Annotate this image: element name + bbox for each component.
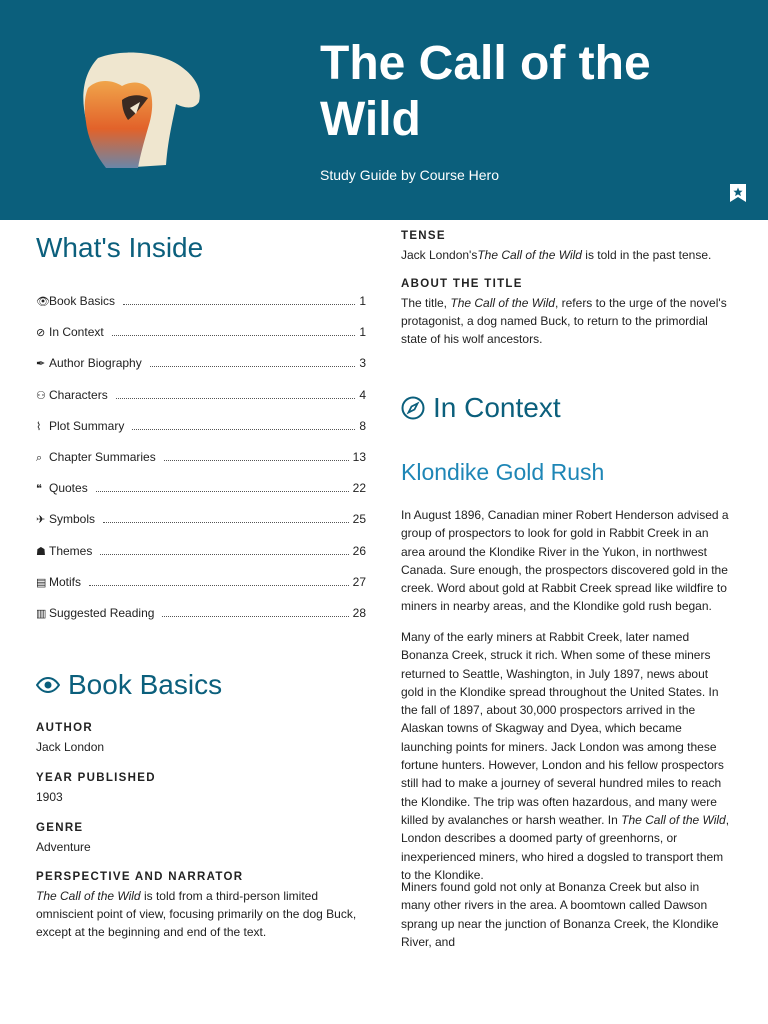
chart-icon: ⌇ [36, 420, 42, 433]
toc-item-motifs[interactable] [36, 575, 366, 606]
compass-icon: ⊘ [36, 327, 46, 340]
toc-label: In Context [49, 325, 104, 340]
toc-leader-dots [162, 616, 348, 617]
in-context-heading [401, 392, 561, 424]
book-title-italic: The Call of the Wild [621, 812, 726, 827]
eye-icon [36, 677, 60, 693]
compass-icon [401, 396, 425, 420]
toc-item-plot-summary[interactable] [36, 419, 366, 450]
toc-label: Themes [49, 543, 93, 558]
toc-item-suggested-reading[interactable] [36, 606, 366, 637]
perspective-label: PERSPECTIVE AND NARRATOR [36, 871, 244, 883]
book-basics-heading [36, 669, 222, 701]
toc-label: Chapter Summaries [49, 449, 156, 464]
author-value: Jack London [36, 740, 105, 754]
toc-item-in-context[interactable] [36, 325, 366, 356]
toc-label: Suggested Reading [49, 605, 155, 620]
toc-leader-dots [123, 304, 355, 305]
field-perspective [36, 871, 366, 941]
author-label: AUTHOR [36, 722, 93, 734]
genre-label: GENRE [36, 822, 84, 834]
paragraph: Miners found gold not only at Bonanza Creek but also in many other rivers in the area. A boomtown called Dawson sprang up near the junction of Bonanza Creek, the Klondike River, and [401, 880, 719, 949]
about-pre: The title, [401, 296, 451, 310]
field-author [36, 722, 366, 756]
book-basics-title: Book Basics [68, 669, 223, 700]
tense-post: is told in the past tense. [581, 248, 712, 262]
year-label: YEAR PUBLISHED [36, 772, 156, 784]
toc-label: Quotes [49, 481, 88, 496]
toc-label: Author Biography [49, 356, 142, 371]
toc-page-number: 26 [352, 543, 366, 558]
toc-page-number: 3 [359, 356, 366, 371]
klondike-gold-rush-heading: Klondike Gold Rush [401, 459, 605, 485]
field-tense [401, 230, 731, 264]
toc-page-number: 1 [359, 294, 366, 308]
toc-leader-dots [116, 398, 356, 399]
tense-pre: Jack London's [401, 248, 478, 262]
toc-leader-dots [103, 522, 349, 523]
tense-label: TENSE [401, 230, 446, 242]
perspective-value [36, 887, 366, 941]
paragraph-text: , London describes a doomed party of greenhorns, or inexperienced miners, who hired a dogsled to transport them to the Klondike. [401, 812, 730, 882]
toc-label: Characters [49, 387, 108, 402]
header-banner [0, 0, 768, 220]
toc-leader-dots [112, 335, 356, 336]
toc-leader-dots [132, 429, 355, 430]
genre-value: Adventure [36, 840, 91, 854]
document-title: The Call of the Wild [320, 37, 651, 146]
about-title-value [401, 294, 731, 348]
toc-label: Motifs [49, 574, 82, 589]
toc-page-number: 1 [359, 325, 366, 340]
magnifier-icon: ⌕ [36, 451, 43, 464]
pen-nib-icon: ✒ [36, 358, 46, 371]
toc-leader-dots [96, 491, 349, 492]
tense-value [401, 246, 731, 264]
toc-label: Plot Summary [49, 418, 125, 433]
toc-item-quotes[interactable] [36, 481, 366, 512]
toc-page-number: 28 [352, 605, 366, 620]
toc-leader-dots [89, 585, 349, 586]
toc-label: Symbols [49, 512, 96, 527]
document-subtitle: Study Guide by Course Hero [320, 167, 499, 183]
paragraph-text: Many of the early miners at Rabbit Creek, later named Bonanza Creek, struck it rich. When some of these miners returned to Seattle, Washington, in July 1897, news about gold in the Klondike spread throughout the United States. In the fall of 1897, about 30,000 prospectors arrived in the Alaskan towns of Skagway and Dyea, which became launching points for miners. Jack London was among these fortune hunters. However, London and his fellow prospectors still had to make a journey of several hundred miles to reach the Klondike. The trip was often hazardous, and many were killed by avalanches or harsh weather. In [401, 630, 724, 827]
paragraph [401, 628, 731, 884]
toc-item-chapter-summaries[interactable] [36, 450, 366, 481]
in-context-title: In Context [433, 392, 561, 423]
about-title-label: ABOUT THE TITLE [401, 278, 523, 290]
toc-label: Book Basics [49, 294, 116, 308]
table-of-contents [36, 294, 366, 637]
field-genre [36, 822, 366, 856]
toc-page-number: 8 [359, 418, 366, 433]
toc-page-number: 4 [359, 387, 366, 402]
toc-page-number: 13 [352, 449, 366, 464]
perspective-text: is told from a third-person limited omniscient point of view, focusing primarily on the dog Buck, except at the beginning and end of the text. [36, 889, 357, 939]
book-title-italic: The Call of the Wild [36, 889, 141, 903]
book-title-italic: The Call of the Wild [477, 248, 582, 262]
year-value: 1903 [36, 790, 63, 804]
eye-icon: 👁 [36, 296, 50, 308]
toc-item-themes[interactable] [36, 544, 366, 575]
people-icon: ⚇ [36, 389, 46, 402]
field-year [36, 772, 366, 806]
field-about-title [401, 278, 731, 348]
bird-icon: ✈ [36, 514, 46, 527]
toc-leader-dots [164, 460, 349, 461]
masks-icon: ☗ [36, 545, 46, 558]
toc-page-number: 22 [352, 481, 366, 496]
toc-leader-dots [150, 366, 356, 367]
book-title-italic: The Call of the Wild [450, 296, 555, 310]
howling-wolf-logo [78, 50, 204, 172]
toc-leader-dots [100, 554, 348, 555]
quote-icon: ❝ [36, 483, 42, 496]
paragraph: In August 1896, Canadian miner Robert Henderson advised a group of prospectors to look for gold in Rabbit Creek in an area around the Klondike River in the Yukon, in northwest Canada. Sure enough, the prospectors discovered gold in the creek. Word about gold at Rabbit Creek spread like wildfire to miners in nearby areas, and the Klondike gold rush began. [401, 508, 729, 614]
toc-item-book-basics[interactable] [36, 294, 366, 325]
about-post: , refers to the urge of the novel's protagonist, a dog named Buck, to return to the primordial state of his wolf ancestors. [401, 296, 727, 346]
toc-item-author-biography[interactable] [36, 356, 366, 387]
toc-item-symbols[interactable] [36, 512, 366, 543]
books-icon: ▥ [36, 607, 47, 620]
toc-page-number: 27 [352, 574, 366, 589]
toc-item-characters[interactable] [36, 388, 366, 419]
toc-page-number: 25 [352, 512, 366, 527]
document-icon: ▤ [36, 576, 47, 589]
whats-inside-title: What's Inside [36, 232, 204, 263]
bookmark-star-icon[interactable] [728, 183, 748, 203]
